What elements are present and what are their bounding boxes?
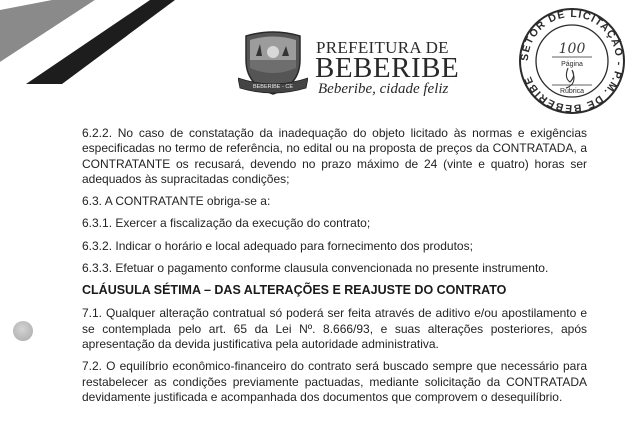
clause-6-3-2: 6.3.2. Indicar o horário e local adequado para fornecimento dos produtos; xyxy=(82,238,473,253)
clause-7-1: 7.1. Qualquer alteração contratual só poderá ser feita através de aditivo e/ou apostilamento e se contemplada pelo art. 65 da Lei Nº. 8.666/93, e suas alterações posteriores, após apresentação da devida justificativa pela autoridade administrativa. xyxy=(82,306,587,351)
contract-body xyxy=(82,126,587,412)
city-emblem-icon xyxy=(238,30,308,98)
emblem-banner-text: BEBERIBE - CE xyxy=(252,84,294,90)
clause-7-2: 7.2. O equilíbrio econômico-financeiro do contrato será buscado sempre que necessário para restabelecer as condições previamente pactuadas, mediante solicitação da CONTRATADA devidamente justificada e acompanhada dos documentos que comprovem o desequilíbrio. xyxy=(82,359,587,404)
clause-6-2-2: 6.2.2. No caso de constatação da inadequação do objeto licitado às normas e exigências especificadas no termo de referência, no edital ou na proposta de preços da CONTRATADA, a CONTRATANTE os recusará, devendo no prazo máximo de 24 (vinte e quatro) horas ser adequados às supracitadas condições; xyxy=(82,126,587,186)
stamp-page-label: Página xyxy=(561,61,583,68)
stamp-page-number: 100 xyxy=(558,41,586,57)
clause-7-heading: CLÁUSULA SÉTIMA – DAS ALTERAÇÕES E REAJUSTE DO CONTRATO xyxy=(82,283,507,298)
header-slogan: Beberibe, cidade feliz xyxy=(318,81,449,97)
stamp-ring-text: SETOR DE LICITAÇÃO - P.M. DE BEBERIBE xyxy=(518,7,626,115)
corner-stripe-decoration xyxy=(0,0,175,84)
licitacao-stamp xyxy=(510,6,634,116)
clause-6-3: 6.3. A CONTRATANTE obriga-se a: xyxy=(82,194,271,209)
binder-hole xyxy=(13,321,33,341)
clause-6-3-1: 6.3.1. Exercer a fiscalização da execução do contrato; xyxy=(82,216,371,231)
header-title-line1: PREFEITURA DE xyxy=(316,38,449,57)
header-title-line2: BEBERIBE xyxy=(315,52,460,84)
clause-6-3-3: 6.3.3. Efetuar o pagamento conforme clausula convencionada no presente instrumento. xyxy=(82,261,549,276)
stamp-rubric-label: Rúbrica xyxy=(559,88,585,95)
